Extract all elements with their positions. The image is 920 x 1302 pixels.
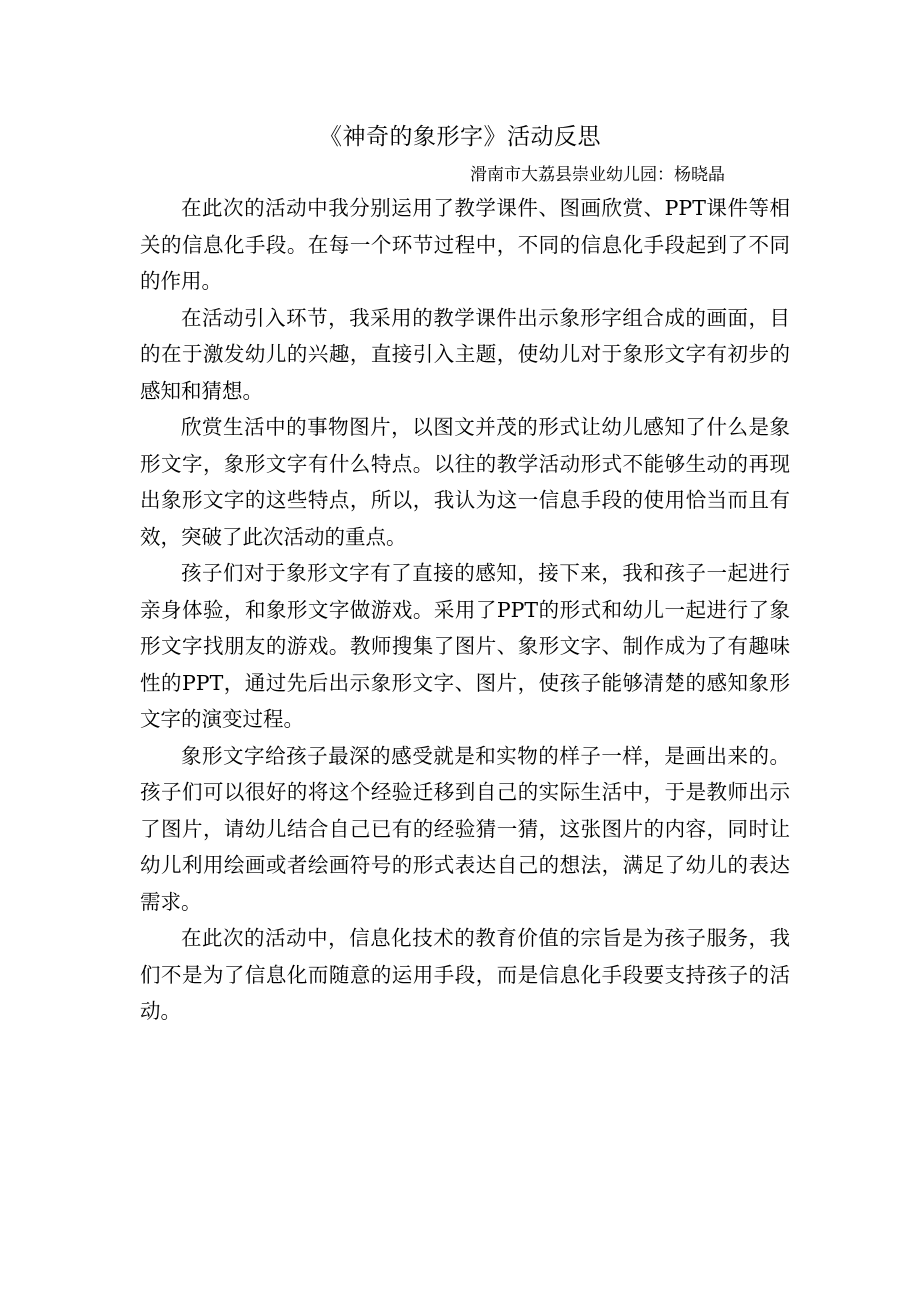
document-title: 《神奇的象形字》活动反思 xyxy=(319,124,601,150)
paragraph: 象形文字给孩子最深的感受就是和实物的样子一样，是画出来的。孩子们可以很好的将这个经验迁移到自己的实际生活中，于是教师出示了图片，请幼儿结合自己已有的经验猜一猜，这张图片的内容，同时让幼儿利用绘画或者绘画符号的形式表达自己的想法，满足了幼儿的表达需求。 xyxy=(140,743,790,914)
author-line: 滑南市大荔县崇业幼儿园：杨晓晶 xyxy=(470,165,725,185)
paragraph: 在此次的活动中我分别运用了教学课件、图画欣赏、PPT课件等相关的信息化手段。在每一个环节过程中，不同的信息化手段起到了不同的作用。 xyxy=(140,196,790,293)
document-body xyxy=(140,190,790,1030)
paragraph: 孩子们对于象形文字有了直接的感知，接下来，我和孩子一起进行亲身体验，和象形文字做游戏。采用了PPT的形式和幼儿一起进行了象形文字找朋友的游戏。教师搜集了图片、象形文字、制作成为了有趣味性的PPT，通过先后出示象形文字、图片，使孩子能够清楚的感知象形文字的演变过程。 xyxy=(140,561,790,731)
paragraph: 欣赏生活中的事物图片，以图文并茂的形式让幼儿感知了什么是象形文字，象形文字有什么特点。以往的教学活动形式不能够生动的再现出象形文字的这些特点，所以，我认为这一信息手段的使用恰当而且有效，突破了此次活动的重点。 xyxy=(140,415,790,549)
paragraph: 在活动引入环节，我采用的教学课件出示象形字组合成的画面，目的在于激发幼儿的兴趣，直接引入主题，使幼儿对于象形文字有初步的感知和猜想。 xyxy=(140,305,790,403)
paragraph: 在此次的活动中，信息化技术的教育价值的宗旨是为孩子服务，我们不是为了信息化而随意的运用手段，而是信息化手段要支持孩子的活动。 xyxy=(140,926,790,1023)
